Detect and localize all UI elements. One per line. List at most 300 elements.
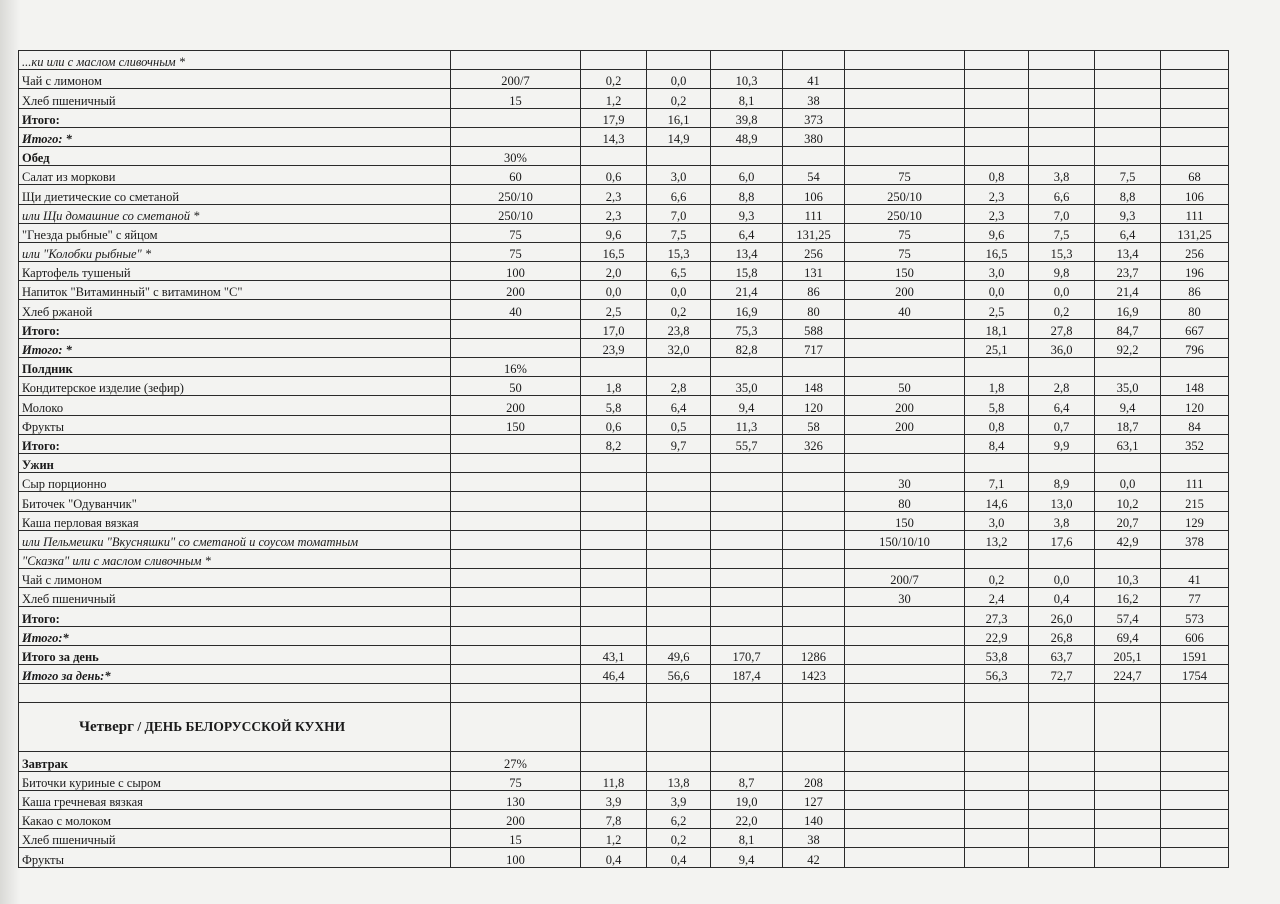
fat-cell: 6,6 (647, 185, 711, 204)
carbs-cell-older: 63,1 (1095, 434, 1161, 453)
protein-cell: 7,8 (581, 809, 647, 828)
kcal-cell-older (1161, 790, 1229, 809)
kcal-cell-older: 796 (1161, 338, 1229, 357)
table-row (19, 89, 1229, 108)
table-row (19, 684, 1229, 703)
dish-name-cell: Итого: * (19, 338, 451, 357)
dish-name-cell: "Сказка" или с маслом сливочным * (19, 549, 451, 568)
kcal-cell (783, 492, 845, 511)
dish-name-cell: "Гнезда рыбные" с яйцом (19, 223, 451, 242)
fat-cell: 0,0 (647, 281, 711, 300)
carbs-cell: 39,8 (711, 108, 783, 127)
protein-cell-older: 14,6 (965, 492, 1029, 511)
portion-cell: 130 (451, 790, 581, 809)
portion-cell-older: 150 (845, 262, 965, 281)
fat-cell-older (1029, 358, 1095, 377)
fat-cell: 2,8 (647, 377, 711, 396)
carbs-cell: 8,1 (711, 829, 783, 848)
portion-cell-older (845, 684, 965, 703)
carbs-cell-older: 6,4 (1095, 223, 1161, 242)
fat-cell-older: 27,8 (1029, 319, 1095, 338)
carbs-cell: 15,8 (711, 262, 783, 281)
carbs-cell (711, 146, 783, 165)
protein-cell (581, 51, 647, 70)
protein-cell: 9,6 (581, 223, 647, 242)
table-row (19, 626, 1229, 645)
carbs-cell-older: 21,4 (1095, 281, 1161, 300)
protein-cell-older: 9,6 (965, 223, 1029, 242)
protein-cell: 1,2 (581, 89, 647, 108)
kcal-cell: 41 (783, 70, 845, 89)
fat-cell (647, 492, 711, 511)
carbs-cell-older: 9,4 (1095, 396, 1161, 415)
carbs-cell: 16,9 (711, 300, 783, 319)
fat-cell-older (1029, 809, 1095, 828)
dish-name-cell: Итого:* (19, 626, 451, 645)
protein-cell-older (965, 684, 1029, 703)
protein-cell: 8,2 (581, 434, 647, 453)
carbs-cell-older: 10,2 (1095, 492, 1161, 511)
kcal-cell-older: 120 (1161, 396, 1229, 415)
fat-cell-older: 26,0 (1029, 607, 1095, 626)
portion-cell (451, 549, 581, 568)
protein-cell-older: 2,5 (965, 300, 1029, 319)
portion-cell-older (845, 89, 965, 108)
dish-name-cell: Итого: (19, 108, 451, 127)
protein-cell: 1,2 (581, 829, 647, 848)
protein-cell: 43,1 (581, 645, 647, 664)
dish-name-cell: Каша гречневая вязкая (19, 790, 451, 809)
protein-cell: 2,3 (581, 204, 647, 223)
kcal-cell-older (1161, 70, 1229, 89)
kcal-cell-older: 111 (1161, 473, 1229, 492)
fat-cell: 0,5 (647, 415, 711, 434)
kcal-cell-older: 106 (1161, 185, 1229, 204)
fat-cell-older: 6,6 (1029, 185, 1095, 204)
portion-cell (451, 511, 581, 530)
fat-cell: 0,2 (647, 300, 711, 319)
table-row (19, 645, 1229, 664)
dish-name-cell: Картофель тушеный (19, 262, 451, 281)
carbs-cell-older: 10,3 (1095, 569, 1161, 588)
table-row (19, 530, 1229, 549)
fat-cell: 0,2 (647, 829, 711, 848)
protein-cell (581, 530, 647, 549)
carbs-cell: 82,8 (711, 338, 783, 357)
portion-cell (451, 108, 581, 127)
kcal-cell: 120 (783, 396, 845, 415)
fat-cell-older (1029, 127, 1095, 146)
protein-cell-older: 0,8 (965, 415, 1029, 434)
protein-cell (581, 146, 647, 165)
carbs-cell (711, 549, 783, 568)
protein-cell: 0,0 (581, 281, 647, 300)
fat-cell-older: 0,0 (1029, 569, 1095, 588)
dish-name-cell: Фрукты (19, 415, 451, 434)
table-row (19, 771, 1229, 790)
carbs-cell-older (1095, 549, 1161, 568)
carbs-cell-older (1095, 146, 1161, 165)
carbs-cell-older (1095, 771, 1161, 790)
protein-cell (581, 473, 647, 492)
protein-cell-older: 13,2 (965, 530, 1029, 549)
carbs-cell-older: 84,7 (1095, 319, 1161, 338)
table-row (19, 166, 1229, 185)
carbs-cell: 21,4 (711, 281, 783, 300)
carbs-cell (711, 588, 783, 607)
table-row (19, 569, 1229, 588)
portion-cell (451, 434, 581, 453)
carbs-cell-older: 205,1 (1095, 645, 1161, 664)
portion-cell-older: 200 (845, 396, 965, 415)
kcal-cell-older: 667 (1161, 319, 1229, 338)
kcal-cell-older: 84 (1161, 415, 1229, 434)
portion-cell: 100 (451, 262, 581, 281)
portion-cell: 75 (451, 242, 581, 261)
portion-cell-older (845, 752, 965, 771)
fat-cell: 0,4 (647, 848, 711, 867)
carbs-cell: 170,7 (711, 645, 783, 664)
portion-cell-older (845, 549, 965, 568)
kcal-cell (783, 453, 845, 472)
kcal-cell-older: 148 (1161, 377, 1229, 396)
portion-cell: 60 (451, 166, 581, 185)
empty-cell (647, 703, 711, 752)
kcal-cell (783, 588, 845, 607)
fat-cell: 49,6 (647, 645, 711, 664)
kcal-cell-older: 86 (1161, 281, 1229, 300)
protein-cell: 0,6 (581, 415, 647, 434)
fat-cell: 14,9 (647, 127, 711, 146)
fat-cell: 16,1 (647, 108, 711, 127)
carbs-cell-older: 16,9 (1095, 300, 1161, 319)
kcal-cell-older: 1754 (1161, 665, 1229, 684)
carbs-cell: 8,7 (711, 771, 783, 790)
fat-cell (647, 684, 711, 703)
fat-cell: 0,0 (647, 70, 711, 89)
portion-cell: 100 (451, 848, 581, 867)
carbs-cell (711, 358, 783, 377)
protein-cell-older (965, 809, 1029, 828)
protein-cell-older: 3,0 (965, 511, 1029, 530)
carbs-cell: 13,4 (711, 242, 783, 261)
protein-cell (581, 752, 647, 771)
carbs-cell (711, 492, 783, 511)
carbs-cell (711, 511, 783, 530)
protein-cell (581, 569, 647, 588)
empty-cell (1029, 703, 1095, 752)
fat-cell-older (1029, 684, 1095, 703)
fat-cell-older: 3,8 (1029, 511, 1095, 530)
portion-cell-older: 50 (845, 377, 965, 396)
table-row (19, 108, 1229, 127)
dish-name-cell: Ужин (19, 453, 451, 472)
kcal-cell-older (1161, 752, 1229, 771)
fat-cell-older: 2,8 (1029, 377, 1095, 396)
portion-cell-older (845, 108, 965, 127)
kcal-cell (783, 473, 845, 492)
portion-cell-older: 200/7 (845, 569, 965, 588)
kcal-cell: 717 (783, 338, 845, 357)
fat-cell (647, 453, 711, 472)
portion-cell (451, 645, 581, 664)
carbs-cell: 75,3 (711, 319, 783, 338)
kcal-cell-older: 1591 (1161, 645, 1229, 664)
table-row (19, 396, 1229, 415)
table-row (19, 588, 1229, 607)
fat-cell: 6,2 (647, 809, 711, 828)
kcal-cell: 326 (783, 434, 845, 453)
kcal-cell-older: 352 (1161, 434, 1229, 453)
kcal-cell-older: 68 (1161, 166, 1229, 185)
kcal-cell-older (1161, 684, 1229, 703)
portion-cell-older (845, 665, 965, 684)
day-theme: / ДЕНЬ БЕЛОРУССКОЙ КУХНИ (133, 719, 346, 735)
fat-cell-older (1029, 89, 1095, 108)
kcal-cell (783, 752, 845, 771)
portion-cell (451, 588, 581, 607)
kcal-cell: 42 (783, 848, 845, 867)
portion-cell-older: 200 (845, 281, 965, 300)
protein-cell: 23,9 (581, 338, 647, 357)
protein-cell-older: 0,0 (965, 281, 1029, 300)
protein-cell-older (965, 70, 1029, 89)
carbs-cell: 35,0 (711, 377, 783, 396)
fat-cell: 32,0 (647, 338, 711, 357)
carbs-cell-older: 23,7 (1095, 262, 1161, 281)
portion-cell-older: 75 (845, 242, 965, 261)
fat-cell-older: 72,7 (1029, 665, 1095, 684)
menu-table-body (19, 51, 1229, 868)
table-row (19, 281, 1229, 300)
day-name: Четверг (79, 719, 134, 736)
protein-cell: 11,8 (581, 771, 647, 790)
kcal-cell: 1423 (783, 665, 845, 684)
carbs-cell-older (1095, 358, 1161, 377)
portion-cell-older (845, 829, 965, 848)
portion-cell (451, 665, 581, 684)
portion-cell (451, 492, 581, 511)
dish-name-cell: или Пельмешки "Вкусняшки" со сметаной и соусом томатным (19, 530, 451, 549)
carbs-cell-older: 9,3 (1095, 204, 1161, 223)
dish-name-cell: или Щи домашние со сметаной * (19, 204, 451, 223)
carbs-cell: 8,1 (711, 89, 783, 108)
protein-cell (581, 358, 647, 377)
table-row (19, 809, 1229, 828)
dish-name-cell: Полдник (19, 358, 451, 377)
table-row (19, 70, 1229, 89)
dish-name-cell: Напиток "Витаминный" с витамином "С" (19, 281, 451, 300)
empty-cell (1095, 703, 1161, 752)
kcal-cell (783, 626, 845, 645)
table-row (19, 549, 1229, 568)
dish-name-cell: Итого: * (19, 127, 451, 146)
portion-cell: 15 (451, 89, 581, 108)
kcal-cell-older (1161, 108, 1229, 127)
kcal-cell (783, 684, 845, 703)
portion-cell-older: 75 (845, 223, 965, 242)
portion-cell-older (845, 338, 965, 357)
kcal-cell: 54 (783, 166, 845, 185)
fat-cell-older: 3,8 (1029, 166, 1095, 185)
portion-cell-older: 30 (845, 588, 965, 607)
protein-cell: 0,6 (581, 166, 647, 185)
fat-cell-older: 26,8 (1029, 626, 1095, 645)
portion-cell-older: 150 (845, 511, 965, 530)
portion-cell (451, 626, 581, 645)
kcal-cell: 111 (783, 204, 845, 223)
fat-cell-older: 9,8 (1029, 262, 1095, 281)
carbs-cell (711, 684, 783, 703)
kcal-cell-older (1161, 771, 1229, 790)
portion-cell: 150 (451, 415, 581, 434)
protein-cell (581, 511, 647, 530)
carbs-cell-older: 69,4 (1095, 626, 1161, 645)
carbs-cell-older (1095, 809, 1161, 828)
carbs-cell-older: 92,2 (1095, 338, 1161, 357)
fat-cell: 56,6 (647, 665, 711, 684)
carbs-cell-older (1095, 790, 1161, 809)
dish-name-cell: Кондитерское изделие (зефир) (19, 377, 451, 396)
fat-cell: 7,0 (647, 204, 711, 223)
table-row (19, 790, 1229, 809)
table-row (19, 492, 1229, 511)
fat-cell: 15,3 (647, 242, 711, 261)
kcal-cell: 58 (783, 415, 845, 434)
protein-cell-older (965, 51, 1029, 70)
dish-name-cell: Хлеб пшеничный (19, 829, 451, 848)
portion-cell-older: 250/10 (845, 204, 965, 223)
dish-name-cell: Хлеб ржаной (19, 300, 451, 319)
fat-cell (647, 473, 711, 492)
portion-cell-older (845, 453, 965, 472)
fat-cell (647, 530, 711, 549)
kcal-cell: 127 (783, 790, 845, 809)
kcal-cell: 38 (783, 829, 845, 848)
portion-cell-older (845, 645, 965, 664)
carbs-cell: 48,9 (711, 127, 783, 146)
table-row (19, 473, 1229, 492)
carbs-cell-older: 20,7 (1095, 511, 1161, 530)
table-row (19, 453, 1229, 472)
menu-table (18, 50, 1229, 868)
protein-cell: 16,5 (581, 242, 647, 261)
carbs-cell-older: 16,2 (1095, 588, 1161, 607)
protein-cell: 0,4 (581, 848, 647, 867)
fat-cell-older (1029, 549, 1095, 568)
empty-cell (845, 703, 965, 752)
kcal-cell: 208 (783, 771, 845, 790)
carbs-cell-older: 13,4 (1095, 242, 1161, 261)
kcal-cell (783, 146, 845, 165)
table-row (19, 223, 1229, 242)
protein-cell-older (965, 549, 1029, 568)
dish-name-cell: Хлеб пшеничный (19, 89, 451, 108)
portion-cell-older (845, 358, 965, 377)
protein-cell: 14,3 (581, 127, 647, 146)
portion-cell-older (845, 319, 965, 338)
carbs-cell: 55,7 (711, 434, 783, 453)
dish-name-cell: Завтрак (19, 752, 451, 771)
fat-cell-older: 0,7 (1029, 415, 1095, 434)
fat-cell (647, 511, 711, 530)
dish-name-cell: Биточек "Одуванчик" (19, 492, 451, 511)
kcal-cell: 86 (783, 281, 845, 300)
carbs-cell: 19,0 (711, 790, 783, 809)
empty-cell (783, 703, 845, 752)
fat-cell: 7,5 (647, 223, 711, 242)
portion-cell: 16% (451, 358, 581, 377)
kcal-cell-older (1161, 358, 1229, 377)
carbs-cell-older: 57,4 (1095, 607, 1161, 626)
table-row (19, 752, 1229, 771)
table-row (19, 338, 1229, 357)
table-row (19, 434, 1229, 453)
protein-cell: 46,4 (581, 665, 647, 684)
protein-cell-older (965, 829, 1029, 848)
dish-name-cell: Каша перловая вязкая (19, 511, 451, 530)
kcal-cell: 106 (783, 185, 845, 204)
fat-cell (647, 146, 711, 165)
carbs-cell-older (1095, 752, 1161, 771)
table-row (19, 377, 1229, 396)
carbs-cell: 6,4 (711, 223, 783, 242)
kcal-cell-older (1161, 453, 1229, 472)
kcal-cell-older (1161, 829, 1229, 848)
kcal-cell: 148 (783, 377, 845, 396)
dish-name-cell: Итого: (19, 319, 451, 338)
carbs-cell: 6,0 (711, 166, 783, 185)
protein-cell (581, 626, 647, 645)
fat-cell-older (1029, 829, 1095, 848)
fat-cell (647, 569, 711, 588)
carbs-cell: 8,8 (711, 185, 783, 204)
kcal-cell-older: 80 (1161, 300, 1229, 319)
carbs-cell-older (1095, 51, 1161, 70)
protein-cell-older (965, 108, 1029, 127)
dish-name-cell: Биточки куриные с сыром (19, 771, 451, 790)
fat-cell-older (1029, 848, 1095, 867)
portion-cell-older: 75 (845, 166, 965, 185)
table-row (19, 511, 1229, 530)
protein-cell-older (965, 127, 1029, 146)
table-row (19, 242, 1229, 261)
fat-cell-older: 7,5 (1029, 223, 1095, 242)
portion-cell-older: 30 (845, 473, 965, 492)
protein-cell-older: 53,8 (965, 645, 1029, 664)
fat-cell (647, 626, 711, 645)
portion-cell: 250/10 (451, 185, 581, 204)
protein-cell: 0,2 (581, 70, 647, 89)
kcal-cell-older: 111 (1161, 204, 1229, 223)
protein-cell-older: 2,3 (965, 204, 1029, 223)
table-row (19, 204, 1229, 223)
portion-cell: 30% (451, 146, 581, 165)
portion-cell-older: 80 (845, 492, 965, 511)
section-header-row (19, 703, 1229, 752)
fat-cell (647, 549, 711, 568)
carbs-cell-older: 0,0 (1095, 473, 1161, 492)
empty-cell (965, 703, 1029, 752)
portion-cell: 75 (451, 223, 581, 242)
kcal-cell: 373 (783, 108, 845, 127)
fat-cell-older: 0,0 (1029, 281, 1095, 300)
fat-cell-older: 9,9 (1029, 434, 1095, 453)
kcal-cell-older (1161, 146, 1229, 165)
carbs-cell-older: 7,5 (1095, 166, 1161, 185)
dish-name-cell: ...ки или с маслом сливочным * (19, 51, 451, 70)
carbs-cell: 22,0 (711, 809, 783, 828)
